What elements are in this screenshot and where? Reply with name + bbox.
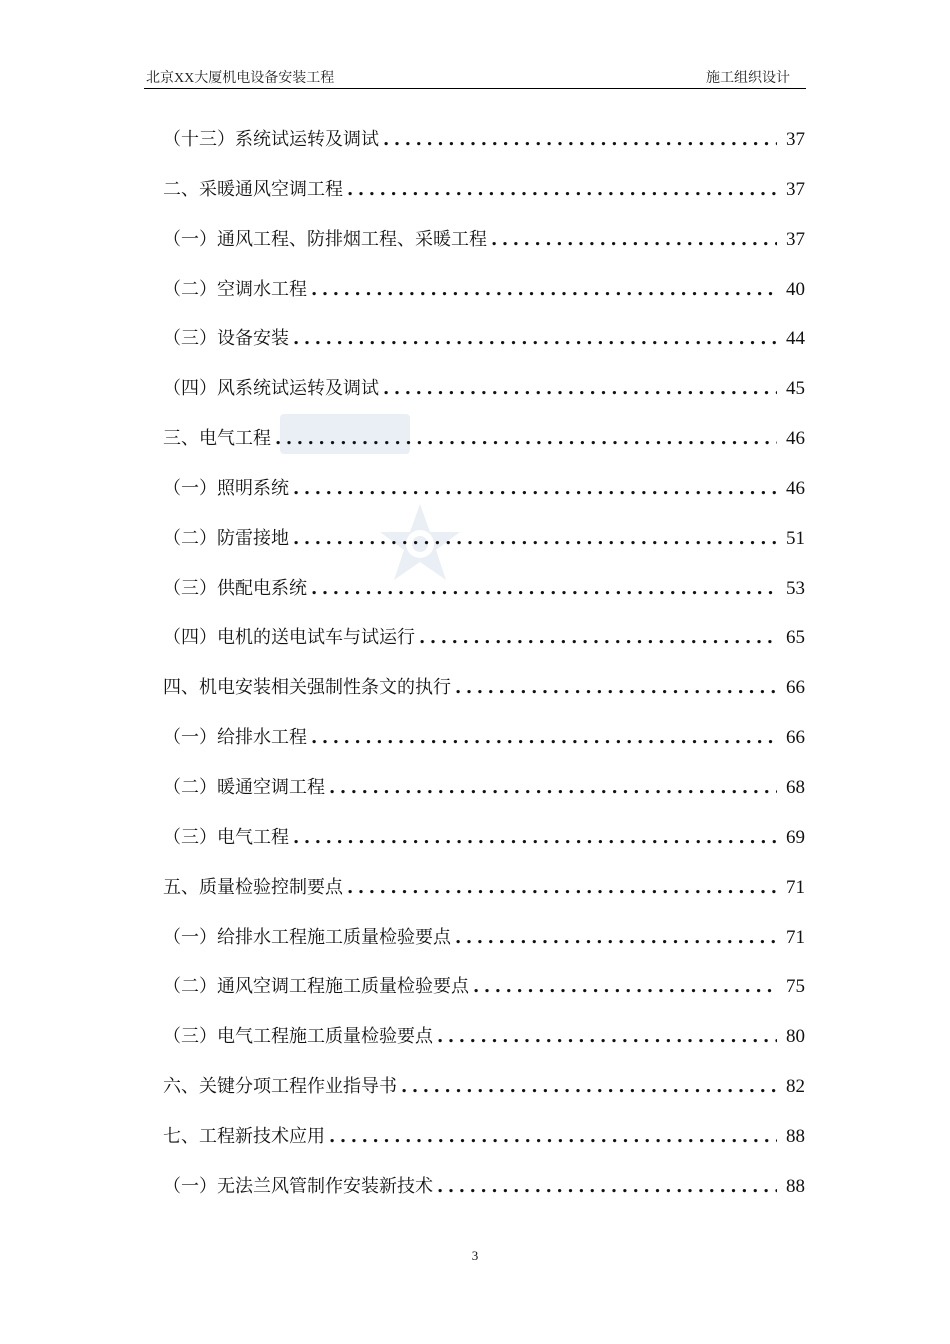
toc-entry[interactable] [163, 1021, 805, 1071]
toc-entry-page-number: 71 [786, 876, 805, 898]
toc-entry-page-number: 69 [786, 826, 805, 848]
toc-dot-leader [455, 672, 777, 704]
toc-entry-title: （一）通风工程、防排烟工程、采暖工程 [163, 228, 487, 250]
toc-entry-title: （二）通风空调工程施工质量检验要点 [163, 976, 469, 998]
toc-entry-page-number: 53 [786, 577, 805, 599]
toc-entry-page-number: 88 [786, 1175, 805, 1197]
toc-dot-leader [275, 423, 777, 455]
toc-entry-title: （二）空调水工程 [163, 278, 307, 300]
toc-entry[interactable] [163, 373, 805, 423]
toc-dot-leader [437, 1171, 777, 1203]
toc-entry[interactable] [163, 772, 805, 822]
toc-dot-leader [401, 1071, 777, 1103]
toc-dot-leader [383, 124, 777, 156]
toc-dot-leader [329, 1121, 777, 1153]
toc-entry[interactable] [163, 573, 805, 623]
toc-entry-title: 四、机电安装相关强制性条文的执行 [163, 677, 451, 699]
toc-entry[interactable] [163, 622, 805, 672]
toc-entry-title: （三）设备安装 [163, 328, 289, 350]
toc-dot-leader [491, 224, 777, 256]
toc-entry[interactable] [163, 872, 805, 922]
toc-entry-page-number: 82 [786, 1076, 805, 1098]
toc-entry[interactable] [163, 473, 805, 523]
toc-dot-leader [473, 971, 777, 1003]
toc-entry-page-number: 80 [786, 1026, 805, 1048]
toc-entry[interactable] [163, 224, 805, 274]
toc-entry[interactable] [163, 423, 805, 473]
toc-dot-leader [383, 373, 777, 405]
toc-entry[interactable] [163, 523, 805, 573]
toc-entry[interactable] [163, 174, 805, 224]
toc-dot-leader [311, 722, 777, 754]
toc-entry-title: 六、关键分项工程作业指导书 [163, 1076, 397, 1098]
toc-dot-leader [293, 523, 777, 555]
toc-entry-page-number: 88 [786, 1125, 805, 1147]
toc-entry-title: （二）防雷接地 [163, 527, 289, 549]
toc-entry[interactable] [163, 124, 805, 174]
toc-entry-title: （一）给排水工程施工质量检验要点 [163, 926, 451, 948]
toc-entry-page-number: 68 [786, 776, 805, 798]
toc-entry-title: （一）给排水工程 [163, 727, 307, 749]
toc-dot-leader [419, 622, 777, 654]
toc-dot-leader [293, 822, 777, 854]
toc-entry-page-number: 66 [786, 727, 805, 749]
toc-entry-title: 二、采暖通风空调工程 [163, 178, 343, 200]
toc-dot-leader [347, 872, 777, 904]
toc-dot-leader [293, 473, 777, 505]
toc-entry[interactable] [163, 323, 805, 373]
toc-dot-leader [437, 1021, 777, 1053]
page-number: 3 [471, 1248, 479, 1263]
toc-dot-leader [329, 772, 777, 804]
toc-dot-leader [347, 174, 777, 206]
toc-entry-page-number: 46 [786, 428, 805, 450]
toc-entry-page-number: 44 [786, 328, 805, 350]
toc-entry-title: 五、质量检验控制要点 [163, 876, 343, 898]
toc-entry-page-number: 51 [786, 527, 805, 549]
toc-entry-title: 三、电气工程 [163, 428, 271, 450]
toc-entry-page-number: 37 [786, 129, 805, 150]
toc-entry-page-number: 46 [786, 477, 805, 499]
toc-entry-title: （二）暖通空调工程 [163, 776, 325, 798]
toc-entry-title: （一）无法兰风管制作安装新技术 [163, 1175, 433, 1197]
toc-entry[interactable] [163, 1121, 805, 1171]
toc-dot-leader [311, 573, 777, 605]
table-of-contents [163, 124, 805, 1221]
toc-entry[interactable] [163, 822, 805, 872]
toc-entry[interactable] [163, 274, 805, 324]
toc-entry-page-number: 40 [786, 278, 805, 300]
toc-dot-leader [455, 922, 777, 954]
toc-entry-title: （三）电气工程施工质量检验要点 [163, 1026, 433, 1048]
toc-entry[interactable] [163, 971, 805, 1021]
toc-entry-page-number: 45 [786, 378, 805, 400]
toc-dot-leader [311, 274, 777, 306]
toc-entry-page-number: 37 [786, 178, 805, 200]
toc-entry-page-number: 66 [786, 677, 805, 699]
toc-entry-title: （十三）系统试运转及调试 [163, 129, 379, 150]
toc-entry[interactable] [163, 922, 805, 972]
toc-entry-title: （三）供配电系统 [163, 577, 307, 599]
toc-entry-title: 七、工程新技术应用 [163, 1125, 325, 1147]
toc-entry-title: （三）电气工程 [163, 826, 289, 848]
toc-entry[interactable] [163, 1071, 805, 1121]
toc-entry-page-number: 71 [786, 926, 805, 948]
toc-entry[interactable] [163, 672, 805, 722]
toc-dot-leader [293, 323, 777, 355]
header-project-title: 北京XX大厦机电设备安装工程 [146, 71, 335, 86]
toc-entry[interactable] [163, 722, 805, 772]
header-document-type: 施工组织设计 [706, 71, 790, 86]
toc-entry[interactable] [163, 1171, 805, 1221]
toc-entry-page-number: 65 [786, 627, 805, 649]
toc-entry-title: （四）电机的送电试车与试运行 [163, 627, 415, 649]
page-header [144, 66, 806, 89]
toc-entry-title: （四）风系统试运转及调试 [163, 378, 379, 400]
toc-entry-page-number: 37 [786, 228, 805, 250]
toc-entry-page-number: 75 [786, 976, 805, 998]
toc-entry-title: （一）照明系统 [163, 477, 289, 499]
